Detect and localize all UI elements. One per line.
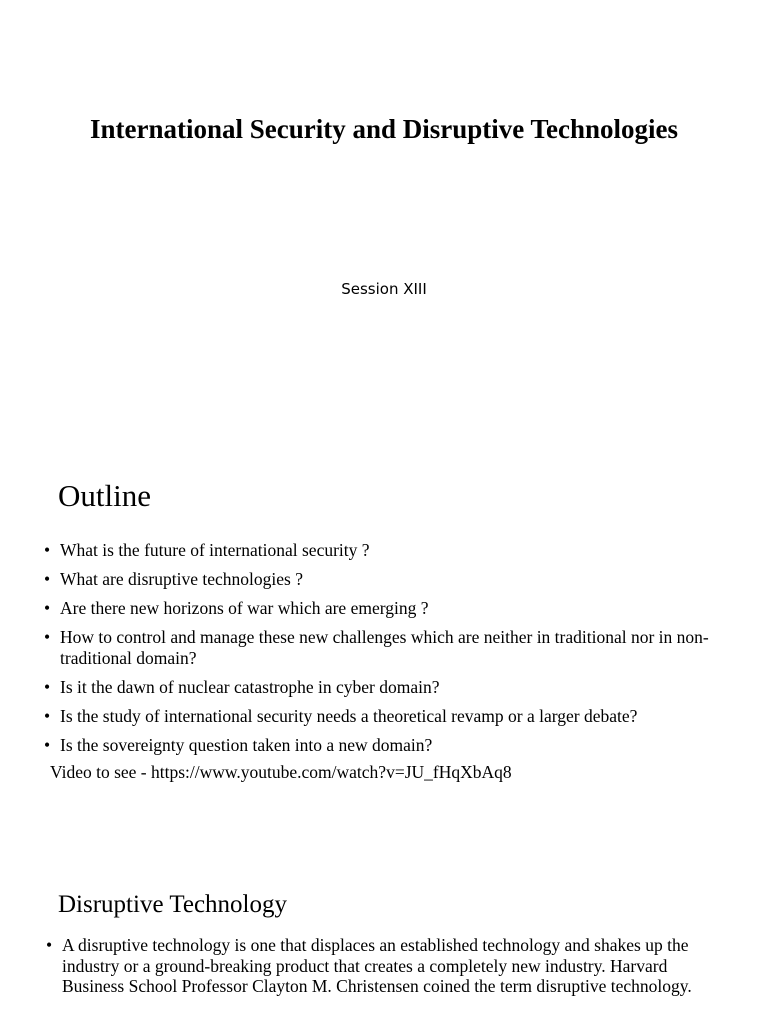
outline-slide — [0, 468, 768, 828]
session-label: Session XIII — [341, 280, 427, 298]
list-item-text: What are disruptive technologies ? — [60, 569, 303, 589]
video-reference: Video to see - https://www.youtube.com/watch?v=JU_fHqXbAq8 — [50, 762, 512, 782]
disruptive-technology-slide — [0, 880, 768, 1024]
slide-title: International Security and Disruptive Technologies — [89, 114, 679, 144]
list-item — [44, 735, 744, 756]
outline-heading: Outline — [58, 478, 151, 513]
outline-list — [44, 540, 744, 764]
list-item — [44, 677, 744, 698]
list-item-text: Is the study of international security needs a theoretical revamp or a larger debate? — [60, 706, 638, 726]
list-item — [44, 627, 744, 669]
bullet-icon: • — [44, 677, 51, 697]
bullet-icon: • — [46, 935, 53, 955]
list-item — [44, 706, 744, 727]
list-item-text: Is it the dawn of nuclear catastrophe in cyber domain? — [60, 677, 440, 697]
list-item — [46, 935, 726, 997]
bullet-icon: • — [44, 598, 51, 618]
bullet-icon: • — [44, 569, 51, 589]
bullet-icon: • — [44, 540, 51, 560]
list-item — [44, 540, 744, 561]
list-item-text: Are there new horizons of war which are emerging ? — [60, 598, 429, 618]
list-item-text: A disruptive technology is one that displaces an established technology and shakes up the industry or a ground-breaking product that creates a completely new industry. Harvard Business School Professor Clayton M. Christensen coined the term disruptive technology. — [62, 935, 692, 996]
bullet-icon: • — [44, 627, 51, 647]
list-item-text: What is the future of international security ? — [60, 540, 370, 560]
disruptive-list — [46, 935, 726, 997]
list-item — [44, 569, 744, 590]
title-slide — [0, 0, 768, 440]
disruptive-heading: Disruptive Technology — [58, 891, 288, 918]
bullet-icon: • — [44, 735, 51, 755]
list-item-text: Is the sovereignty question taken into a new domain? — [60, 735, 433, 755]
bullet-icon: • — [44, 706, 51, 726]
list-item-text: How to control and manage these new challenges which are neither in traditional nor in non-traditional domain? — [60, 627, 709, 668]
list-item — [44, 598, 744, 619]
